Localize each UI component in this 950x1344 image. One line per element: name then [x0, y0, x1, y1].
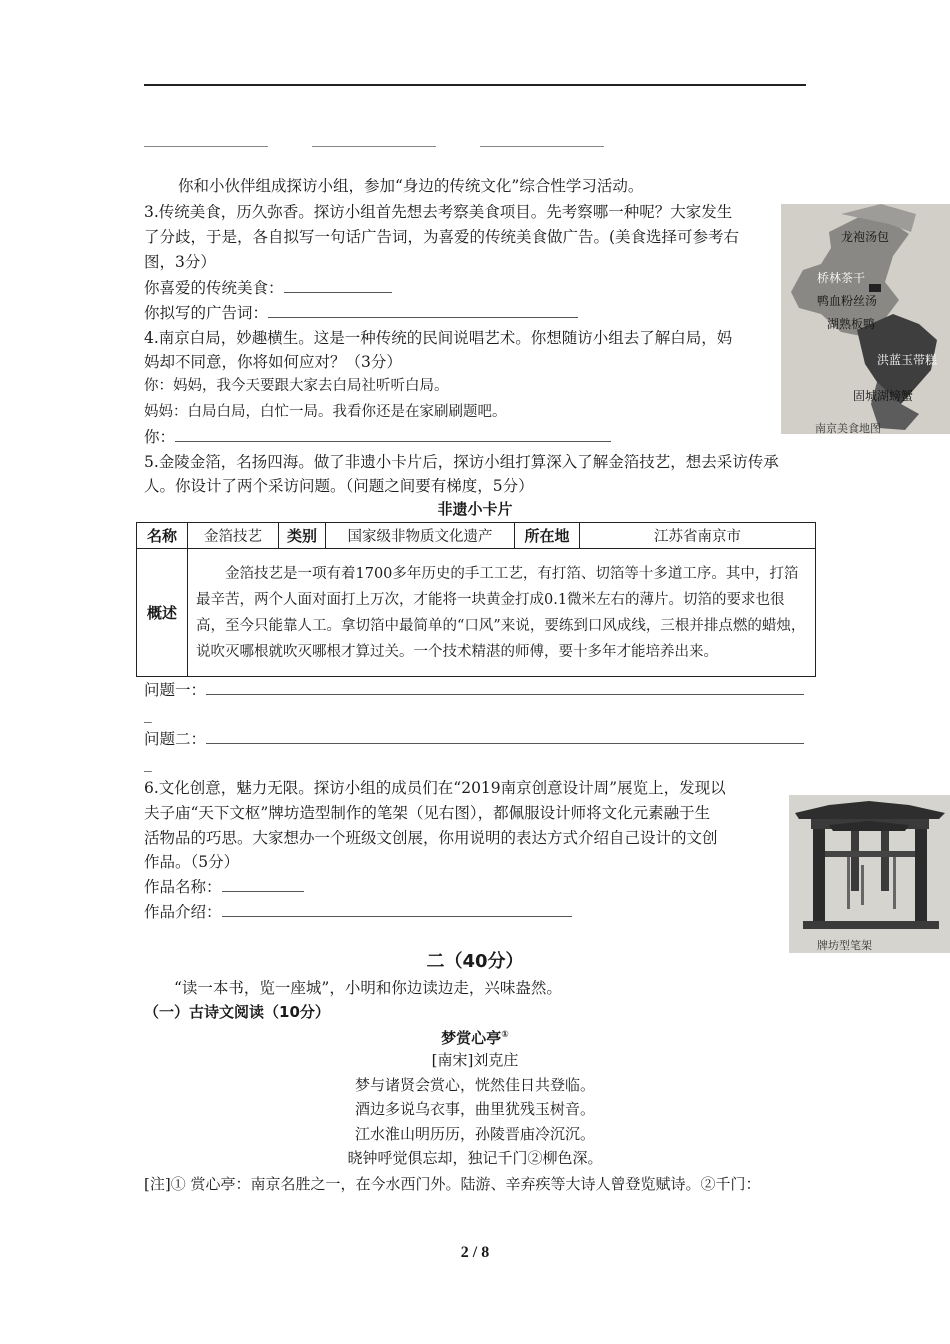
- work-intro-row: [144, 900, 572, 924]
- question1-row: [144, 678, 804, 702]
- wrap-dash: _: [144, 705, 152, 723]
- q3-line2: 了分歧，于是，各自拟写一句话广告词，为喜爱的传统美食做广告。(美食选择可参考右: [144, 228, 740, 246]
- section2-title: 二（40分）: [426, 951, 524, 972]
- work-name-label: 作品名称：: [144, 878, 222, 896]
- question2-row: [144, 727, 804, 751]
- desc-header: 概述: [137, 549, 188, 677]
- food-answer-blank[interactable]: [284, 276, 392, 293]
- wrap-dash: _: [144, 754, 152, 772]
- question2-label: 问题二：: [144, 730, 207, 748]
- q4-answer-row: [144, 425, 611, 449]
- q6-line2: 夫子庙“天下文枢”牌坊造型制作的笔架（见右图），都佩服设计师将文化元素融于生: [144, 804, 711, 822]
- q6-line3: 活物品的巧思。大家想办一个班级文创展，你用说明的表达方式介绍自己设计的文创: [144, 829, 718, 847]
- q3-line1: 3.传统美食，历久弥香。探访小组首先想去考察美食项目。先考察哪一种呢？大家发生: [144, 203, 733, 221]
- intro-text: 你和小伙伴组成探访小组，参加“身边的传统文化”综合性学习活动。: [178, 177, 644, 195]
- answer-label: 你：: [144, 428, 176, 446]
- heritage-card: [136, 522, 816, 677]
- name-value: 金箔技艺: [188, 523, 279, 549]
- pen-caption: 牌坊型笔架: [817, 939, 872, 952]
- q4-line2: 妈却不同意，你将如何应对？（3分）: [144, 353, 402, 371]
- q6-line4: 作品。（5分）: [144, 853, 240, 871]
- q6-line1: 6.文化创意，魅力无限。探访小组的成员们在“2019南京创意设计周”展览上，发现以: [144, 779, 726, 797]
- map-label: 湖熟板鸭: [827, 317, 876, 331]
- poem-line: 酒边多说乌衣事，曲里犹残玉树音。: [354, 1100, 595, 1118]
- q5-line1: 5.金陵金箔，名扬四海。做了非遗小卡片后，探访小组打算深入了解金箔技艺，想去采访传承: [144, 453, 779, 471]
- question1-label: 问题一：: [144, 681, 207, 699]
- archway-svg: [789, 795, 950, 953]
- header-rule: [144, 84, 806, 86]
- poem-title-text: 梦赏心亭: [441, 1029, 502, 1047]
- desc-value: 金箔技艺是一项有着1700多年历史的手工工艺，有打箔、切箔等十多道工序。其中，打箔最辛苦，两个人面对面打上万次，才能将一块黄金打成0.1微米左右的薄片。切箔的要求也很高，至今只能靠人工。拿切箔中最简单的“口风”来说，要练到口风成线，三根并排点燃的蜡烛，说吹灭哪根就吹灭哪根才算过关。一个技术精湛的师傅，要十多年才能培养出来。: [188, 549, 816, 677]
- nanjing-food-map: [781, 204, 950, 434]
- work-intro-label: 作品介绍：: [144, 903, 222, 921]
- q3-line3: 图，3分）: [144, 253, 216, 271]
- map-svg: [781, 204, 950, 434]
- ad-answer-blank[interactable]: [268, 301, 578, 318]
- q4-answer-blank[interactable]: [175, 425, 611, 442]
- poem-title: [0, 1024, 950, 1049]
- poem-line: 江水淮山明历历，孙陵晋庙冷沉沉。: [354, 1125, 595, 1143]
- poem-author: [南宋]刘克庄: [431, 1051, 519, 1069]
- section2-lead: “读一本书，览一座城”，小明和你边读边走，兴味盎然。: [174, 979, 562, 997]
- location-value: 江苏省南京市: [580, 523, 816, 549]
- section2-sub: （一）古诗文阅读（10分）: [144, 1003, 330, 1021]
- poem-title-note: ①: [501, 1030, 509, 1040]
- map-label: 固城湖螃蟹: [853, 389, 914, 403]
- page-number: 2 / 8: [460, 1244, 490, 1261]
- work-name-blank[interactable]: [222, 875, 304, 892]
- ad-label: 你拟写的广告词：: [144, 304, 269, 322]
- poem-line: 梦与诸贤会赏心，恍然佳日共登临。: [354, 1076, 595, 1094]
- q4-mom-line: 妈妈：白局白局，白忙一局。我看你还是在家刷刷题吧。: [144, 404, 507, 420]
- question2-blank[interactable]: [206, 727, 804, 744]
- type-value: 国家级非物质文化遗产: [326, 523, 515, 549]
- q3-ad-row: [144, 301, 578, 325]
- card-title: 非遗小卡片: [437, 500, 513, 518]
- work-intro-blank[interactable]: [222, 900, 572, 917]
- archway-pen-holder-photo: [789, 795, 950, 953]
- poem-line: 晓钟呼觉俱忘却，独记千门②柳色深。: [347, 1149, 603, 1167]
- blank-line: [312, 146, 436, 147]
- q3-food-row: [144, 276, 392, 300]
- work-name-row: [144, 875, 304, 899]
- type-header: 类别: [279, 523, 326, 549]
- location-header: 所在地: [515, 523, 580, 549]
- map-label: 洪蓝玉带糕: [877, 353, 938, 367]
- poem-note: [注]① 赏心亭：南京名胜之一，在今水西门外。陆游、辛弃疾等大诗人曾登览赋诗。②千门：: [144, 1175, 761, 1193]
- q4-line1: 4.南京白局，妙趣横生。这是一种传统的民间说唱艺术。你想随访小组去了解白局，妈: [144, 329, 733, 347]
- blank-line: [480, 146, 604, 147]
- blank-line: [144, 146, 268, 147]
- map-label: 桥林茶干: [817, 271, 866, 285]
- food-label: 你喜爱的传统美食：: [144, 279, 284, 297]
- q5-line2: 人。你设计了两个采访问题。（问题之间要有梯度，5分）: [144, 477, 534, 495]
- name-header: 名称: [137, 523, 188, 549]
- map-label: 鸭血粉丝汤: [817, 294, 878, 308]
- question1-blank[interactable]: [206, 678, 804, 695]
- map-caption: 南京美食地图: [815, 422, 881, 434]
- map-label: 龙袍汤包: [841, 230, 890, 244]
- q4-you-line: 你：妈妈，我今天要跟大家去白局社听听白局。: [144, 378, 449, 394]
